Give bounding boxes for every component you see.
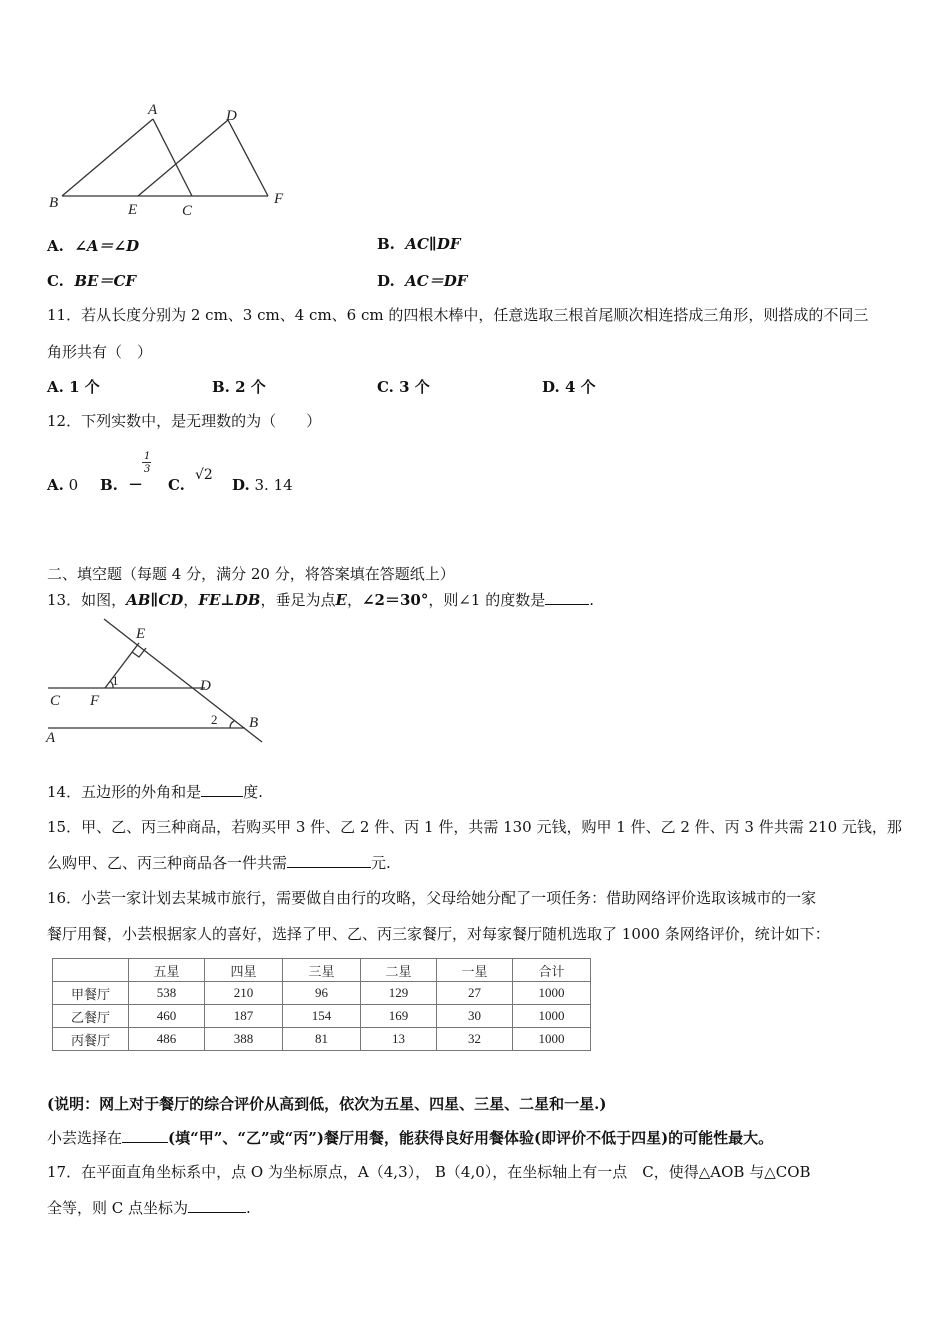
table-row — [53, 982, 591, 1005]
table-header-cell: 五星 — [129, 959, 205, 982]
table-cell: 210 — [205, 982, 283, 1005]
q17-post: . — [246, 1199, 251, 1217]
label-angle-2: 2 — [211, 712, 218, 727]
q15-post: 元. — [371, 854, 391, 872]
table-cell: 460 — [129, 1005, 205, 1028]
option-a-value: 0 — [68, 476, 79, 494]
label-f: F — [90, 693, 100, 709]
label-c: C — [182, 203, 193, 219]
table-cell: 甲餐厅 — [53, 982, 129, 1005]
q12-option-b-sign: − — [128, 474, 144, 495]
option-text: BE＝CF — [74, 272, 137, 290]
q12-option-b-numerator: 1 — [144, 451, 151, 462]
segment-ba — [62, 119, 153, 196]
label-a: A — [148, 102, 158, 118]
q14-post: 度. — [243, 783, 263, 801]
option-key: A. — [47, 378, 64, 396]
table-header-cell: 二星 — [361, 959, 437, 982]
option-key: D. — [542, 378, 560, 396]
q11-option-d — [542, 376, 596, 397]
label-d: D — [200, 678, 211, 694]
q12-option-b-denominator: 3 — [144, 464, 151, 475]
q13-sep: ， — [183, 591, 199, 609]
option-key: C. — [377, 378, 394, 396]
q10-option-b — [377, 235, 461, 253]
q12-option-b-key: B. — [100, 476, 118, 494]
q17-stem-line2 — [47, 1197, 251, 1218]
q12-options — [47, 476, 78, 494]
table-cell: 32 — [437, 1028, 513, 1051]
table-header-cell — [53, 959, 129, 982]
option-text: 1 个 — [69, 378, 100, 396]
segment-ac — [153, 119, 192, 196]
table-cell: 丙餐厅 — [53, 1028, 129, 1051]
q13-post: ，则∠1 的度数是 — [428, 591, 546, 609]
q16-question — [47, 1127, 773, 1148]
label-a: A — [46, 730, 56, 746]
q13-sep: ， — [346, 591, 362, 609]
angle-2-arc — [230, 721, 234, 728]
q11-option-b — [212, 376, 266, 397]
table-header-cell: 三星 — [283, 959, 361, 982]
section-heading: 二、填空题（每题 4 分，满分 20 分，将答案填在答题纸上） — [47, 565, 455, 583]
q10-option-a — [47, 235, 139, 256]
table-cell: 1000 — [513, 1028, 591, 1051]
table-row — [53, 1028, 591, 1051]
q13-cond-perpendicular: FE⊥DB — [198, 591, 261, 609]
q13-answer-blank[interactable] — [545, 604, 589, 605]
table-cell: 96 — [283, 982, 361, 1005]
q11-stem-line1: 11．若从长度分别为 2 cm、3 cm、4 cm、6 cm 的四根木棒中，任意选取三根首尾顺次相连搭成三角形，则搭成的不同三 — [47, 306, 869, 324]
q14-answer-blank[interactable] — [201, 796, 243, 797]
review-statistics-table — [52, 958, 591, 1051]
table-cell: 154 — [283, 1005, 361, 1028]
table-cell: 388 — [205, 1028, 283, 1051]
label-f: F — [274, 191, 284, 207]
option-key: A. — [47, 237, 64, 255]
q16-note: (说明：网上对于餐厅的综合评价从高到低，依次为五星、四星、三星、二星和一星.) — [47, 1095, 607, 1113]
option-text: AC∥DF — [405, 235, 461, 253]
label-c: C — [50, 693, 61, 709]
q13-end: . — [589, 591, 595, 609]
q11-stem-line2: 角形共有（ ） — [47, 343, 153, 361]
table-cell: 1000 — [513, 1005, 591, 1028]
option-text: 3 个 — [399, 378, 430, 396]
option-text: 2 个 — [235, 378, 266, 396]
label-angle-1: 1 — [112, 673, 119, 688]
label-d: D — [226, 108, 237, 124]
table-header-row — [53, 959, 591, 982]
label-e: E — [128, 202, 138, 218]
q10-triangle-figure — [40, 98, 300, 223]
table-header-cell: 一星 — [437, 959, 513, 982]
segment-ed — [138, 120, 228, 196]
table-header-cell: 四星 — [205, 959, 283, 982]
fraction-bar — [142, 462, 151, 463]
q14-pre: 14．五边形的外角和是 — [47, 783, 202, 801]
q13-angle: ∠2＝30° — [361, 591, 429, 609]
table-cell: 169 — [361, 1005, 437, 1028]
q11-option-a — [47, 376, 100, 397]
table-header-cell: 合计 — [513, 959, 591, 982]
q12-option-c-radical: √2 — [195, 467, 213, 483]
q13-pre: 13．如图， — [47, 591, 127, 609]
option-text: ∠A＝∠D — [74, 237, 140, 255]
q15-stem-line2 — [47, 852, 391, 873]
q17-stem-line1: 17．在平面直角坐标系中，点 O 为坐标原点，A（4,3）， B（4,0），在坐标轴上有一点 C，使得△AOB 与△COB — [47, 1163, 811, 1181]
option-key: B. — [377, 235, 395, 253]
q16-post: (填“甲”、“乙”或“丙”)餐厅用餐，能获得良好用餐体验(即评价不低于四星)的可能性最大。 — [168, 1129, 774, 1147]
label-b: B — [49, 195, 59, 211]
table-cell: 187 — [205, 1005, 283, 1028]
q16-pre: 小芸选择在 — [47, 1129, 123, 1147]
q12-option-d-value: 3. 14 — [254, 476, 293, 494]
q16-stem-line1: 16．小芸一家计划去某城市旅行，需要做自由行的攻略，父母给她分配了一项任务：借助网络评价选取该城市的一家 — [47, 889, 817, 907]
q16-answer-blank[interactable] — [122, 1142, 168, 1143]
q13-cond-parallel: AB∥CD — [126, 591, 184, 609]
table-cell: 81 — [283, 1028, 361, 1051]
option-key: A. — [47, 476, 64, 494]
q13-stem — [47, 589, 594, 610]
q15-answer-blank[interactable] — [287, 867, 371, 868]
line-db — [104, 619, 262, 742]
q15-pre: 么购甲、乙、丙三种商品各一件共需 — [47, 854, 288, 872]
option-text: AC＝DF — [405, 272, 468, 290]
option-text: 4 个 — [564, 378, 596, 396]
q15-stem-line1: 15．甲、乙、丙三种商品，若购买甲 3 件、乙 2 件、丙 1 件，共需 130 元钱，购甲 1 件、乙 2 件、丙 3 件共需 210 元钱，那 — [47, 818, 902, 836]
table-cell: 13 — [361, 1028, 437, 1051]
label-e: E — [136, 626, 146, 642]
table-row — [53, 1005, 591, 1028]
q13-point-e: E — [335, 591, 347, 609]
table-cell: 1000 — [513, 982, 591, 1005]
table-cell: 27 — [437, 982, 513, 1005]
q14-stem — [47, 781, 263, 802]
table-cell: 129 — [361, 982, 437, 1005]
q13-parallel-lines-figure — [40, 612, 280, 750]
q11-option-c — [377, 376, 430, 397]
option-key: D. — [377, 272, 395, 290]
option-key: B. — [212, 378, 230, 396]
q13-mid: ，垂足为点 — [260, 591, 336, 609]
table-cell: 30 — [437, 1005, 513, 1028]
table-cell: 538 — [129, 982, 205, 1005]
q12-option-d-key: D. — [232, 476, 250, 494]
segment-df — [228, 120, 268, 196]
q10-option-d — [377, 270, 467, 291]
q10-option-c — [47, 270, 136, 291]
q16-stem-line2: 餐厅用餐，小芸根据家人的喜好，选择了甲、乙、丙三家餐厅，对每家餐厅随机选取了 1000 条网络评价，统计如下： — [47, 925, 830, 943]
table-cell: 乙餐厅 — [53, 1005, 129, 1028]
table-cell: 486 — [129, 1028, 205, 1051]
option-key: C. — [47, 272, 64, 290]
q17-pre: 全等，则 C 点坐标为 — [47, 1199, 189, 1217]
q12-stem: 12．下列实数中，是无理数的为（ ） — [47, 412, 322, 430]
label-b: B — [249, 715, 259, 731]
q12-option-c-key: C. — [168, 476, 185, 494]
q17-answer-blank[interactable] — [188, 1212, 246, 1213]
